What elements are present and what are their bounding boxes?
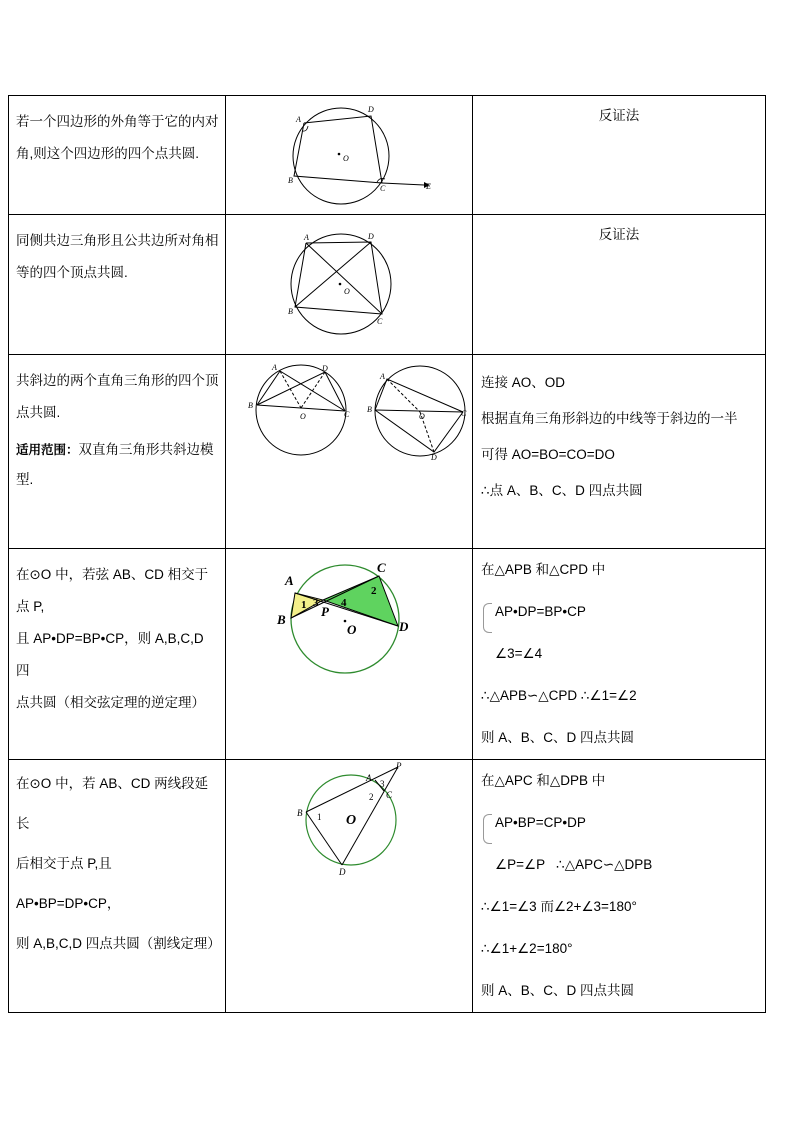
label-a: A — [380, 372, 385, 381]
proof-line: AP•DP=BP•CP — [495, 604, 586, 619]
figure-intersecting-chords — [226, 549, 472, 679]
quadrilateral — [295, 242, 382, 314]
median-ao — [387, 379, 420, 412]
theorem-text: 共斜边的两个直角三角形的四个顶点共圆. — [16, 373, 219, 420]
table-row — [9, 215, 766, 355]
label-o: O — [300, 412, 306, 421]
proof-line: 在△APC 和△DPB 中 — [481, 773, 606, 788]
label-c: C — [377, 317, 383, 326]
method-text: 反证法 — [598, 227, 640, 242]
diagonal-db — [295, 242, 371, 307]
figure-cell — [226, 96, 473, 215]
theorem-text: 同侧共边三角形且公共边所对角相等的四个顶点共圆. — [16, 233, 219, 280]
label-o: O — [419, 412, 425, 421]
table-row — [9, 355, 766, 549]
label-d: D — [399, 619, 409, 634]
label-b: B — [288, 307, 293, 316]
proof-line: 根据直角三角形斜边的中线等于斜边的一半 — [481, 411, 738, 426]
theorem-line: 则 A,B,C,D 四点共圆（割线定理） — [16, 936, 221, 951]
theorem-line: 后相交于点 P,且 AP•BP=DP•CP， — [16, 856, 121, 911]
theorem-cell — [9, 549, 226, 760]
angle-label-1: 1 — [317, 812, 322, 822]
angle-label-3: 3 — [313, 597, 319, 609]
method-text: 反证法 — [598, 108, 640, 123]
center-dot — [338, 153, 341, 156]
proof-cell — [473, 760, 766, 1013]
proof-line: 在△APB 和△CPD 中 — [481, 562, 606, 577]
label-o: O — [347, 622, 357, 637]
theorem-line: 在⊙O 中，若 AB、CD 两线段延长 — [16, 776, 209, 831]
method-cell — [473, 215, 766, 355]
figure-common-hypotenuse — [226, 355, 472, 475]
label-e: E — [426, 182, 431, 191]
scope-label: 适用范围： — [16, 443, 79, 457]
angle-label-4: 4 — [341, 597, 347, 609]
label-c: C — [377, 560, 386, 575]
label-o: O — [346, 813, 357, 828]
label-c: C — [461, 409, 467, 418]
proof-line: 则 A、B、C、D 四点共圆 — [481, 730, 635, 745]
diagonal-ac — [306, 243, 382, 314]
figure-cell — [226, 215, 473, 355]
scope-text: 双直角三角形共斜边模型. — [16, 442, 214, 487]
label-b: B — [277, 612, 286, 627]
figure-cell — [226, 549, 473, 760]
method-cell — [473, 96, 766, 215]
theorem-line: 点共圆（相交弦定理的逆定理） — [16, 695, 205, 710]
theorem-line: 且 AP•DP=BP•CP，则 A,B,C,D 四 — [16, 631, 204, 678]
angle-label-2: 2 — [371, 585, 377, 597]
proof-line: ∠3=∠4 — [495, 646, 543, 661]
table-row — [9, 549, 766, 760]
proof-brace — [481, 591, 757, 675]
triangle-cpd — [323, 576, 398, 626]
center-dot — [339, 283, 342, 286]
proof-line: AP•BP=CP•DP — [495, 815, 586, 830]
proof-line: ∴∠1+∠2=180° — [481, 941, 573, 956]
figure-cell — [226, 760, 473, 1013]
label-d: D — [339, 867, 346, 877]
label-d: D — [322, 364, 328, 373]
angle-label-2: 2 — [369, 792, 374, 802]
theorem-cell — [9, 760, 226, 1013]
proof-cell — [473, 355, 766, 549]
extension-line — [382, 183, 424, 185]
figure-same-side-triangles — [229, 215, 469, 353]
proof-line: ∴△APB∽△CPD ∴∠1=∠2 — [481, 688, 637, 703]
proof-brace — [481, 802, 757, 886]
theorem-cell — [9, 96, 226, 215]
label-c: C — [344, 410, 350, 419]
label-b: B — [367, 405, 372, 414]
label-d: D — [368, 232, 374, 241]
proof-line: 可得 AO=BO=CO=DO — [481, 447, 615, 462]
figure-cyclic-quad-exterior-angle — [229, 96, 469, 211]
triangle-bac — [375, 379, 463, 412]
center-dot — [344, 620, 347, 623]
label-a: A — [296, 115, 301, 124]
angle-label-1: 1 — [301, 599, 307, 611]
label-a: A — [272, 363, 277, 372]
label-b: B — [288, 176, 293, 185]
label-c: C — [380, 184, 386, 193]
proof-line: ∴点 A、B、C、D 四点共圆 — [481, 483, 643, 498]
proof-cell — [473, 549, 766, 760]
label-p: P — [396, 761, 402, 771]
label-o: O — [344, 287, 350, 296]
segment-bd — [306, 812, 342, 865]
theorem-text: 若一个四边形的外角等于它的内对角,则这个四边形的四个点共圆. — [16, 114, 219, 161]
figure-secant — [226, 760, 472, 880]
median-ao — [280, 371, 301, 408]
label-a: A — [304, 233, 309, 242]
proof-line: ∴∠1=∠3 而∠2+∠3=180° — [481, 899, 637, 914]
proof-line: 连接 AO、OD — [481, 375, 566, 390]
table-row — [9, 96, 766, 215]
theorem-table — [8, 95, 766, 1013]
proof-line: ∠P=∠P ∴△APC∽△DPB — [495, 857, 653, 872]
label-b: B — [248, 401, 253, 410]
theorem-line: 在⊙O 中，若弦 AB、CD 相交于点 P, — [16, 567, 209, 614]
label-c: C — [386, 790, 393, 800]
label-b: B — [297, 808, 303, 818]
figure-cell — [226, 355, 473, 549]
theorem-cell — [9, 355, 226, 549]
angle-mark — [377, 178, 385, 182]
label-d: D — [431, 453, 437, 462]
proof-line: 则 A、B、C、D 四点共圆 — [481, 983, 635, 998]
table-row — [9, 760, 766, 1013]
label-a: A — [366, 773, 372, 783]
theorem-cell — [9, 215, 226, 355]
label-p: P — [321, 604, 329, 619]
label-o: O — [343, 154, 349, 163]
label-d: D — [368, 105, 374, 114]
angle-label-3: 3 — [380, 779, 385, 789]
label-a: A — [285, 573, 294, 588]
quadrilateral — [294, 116, 382, 183]
